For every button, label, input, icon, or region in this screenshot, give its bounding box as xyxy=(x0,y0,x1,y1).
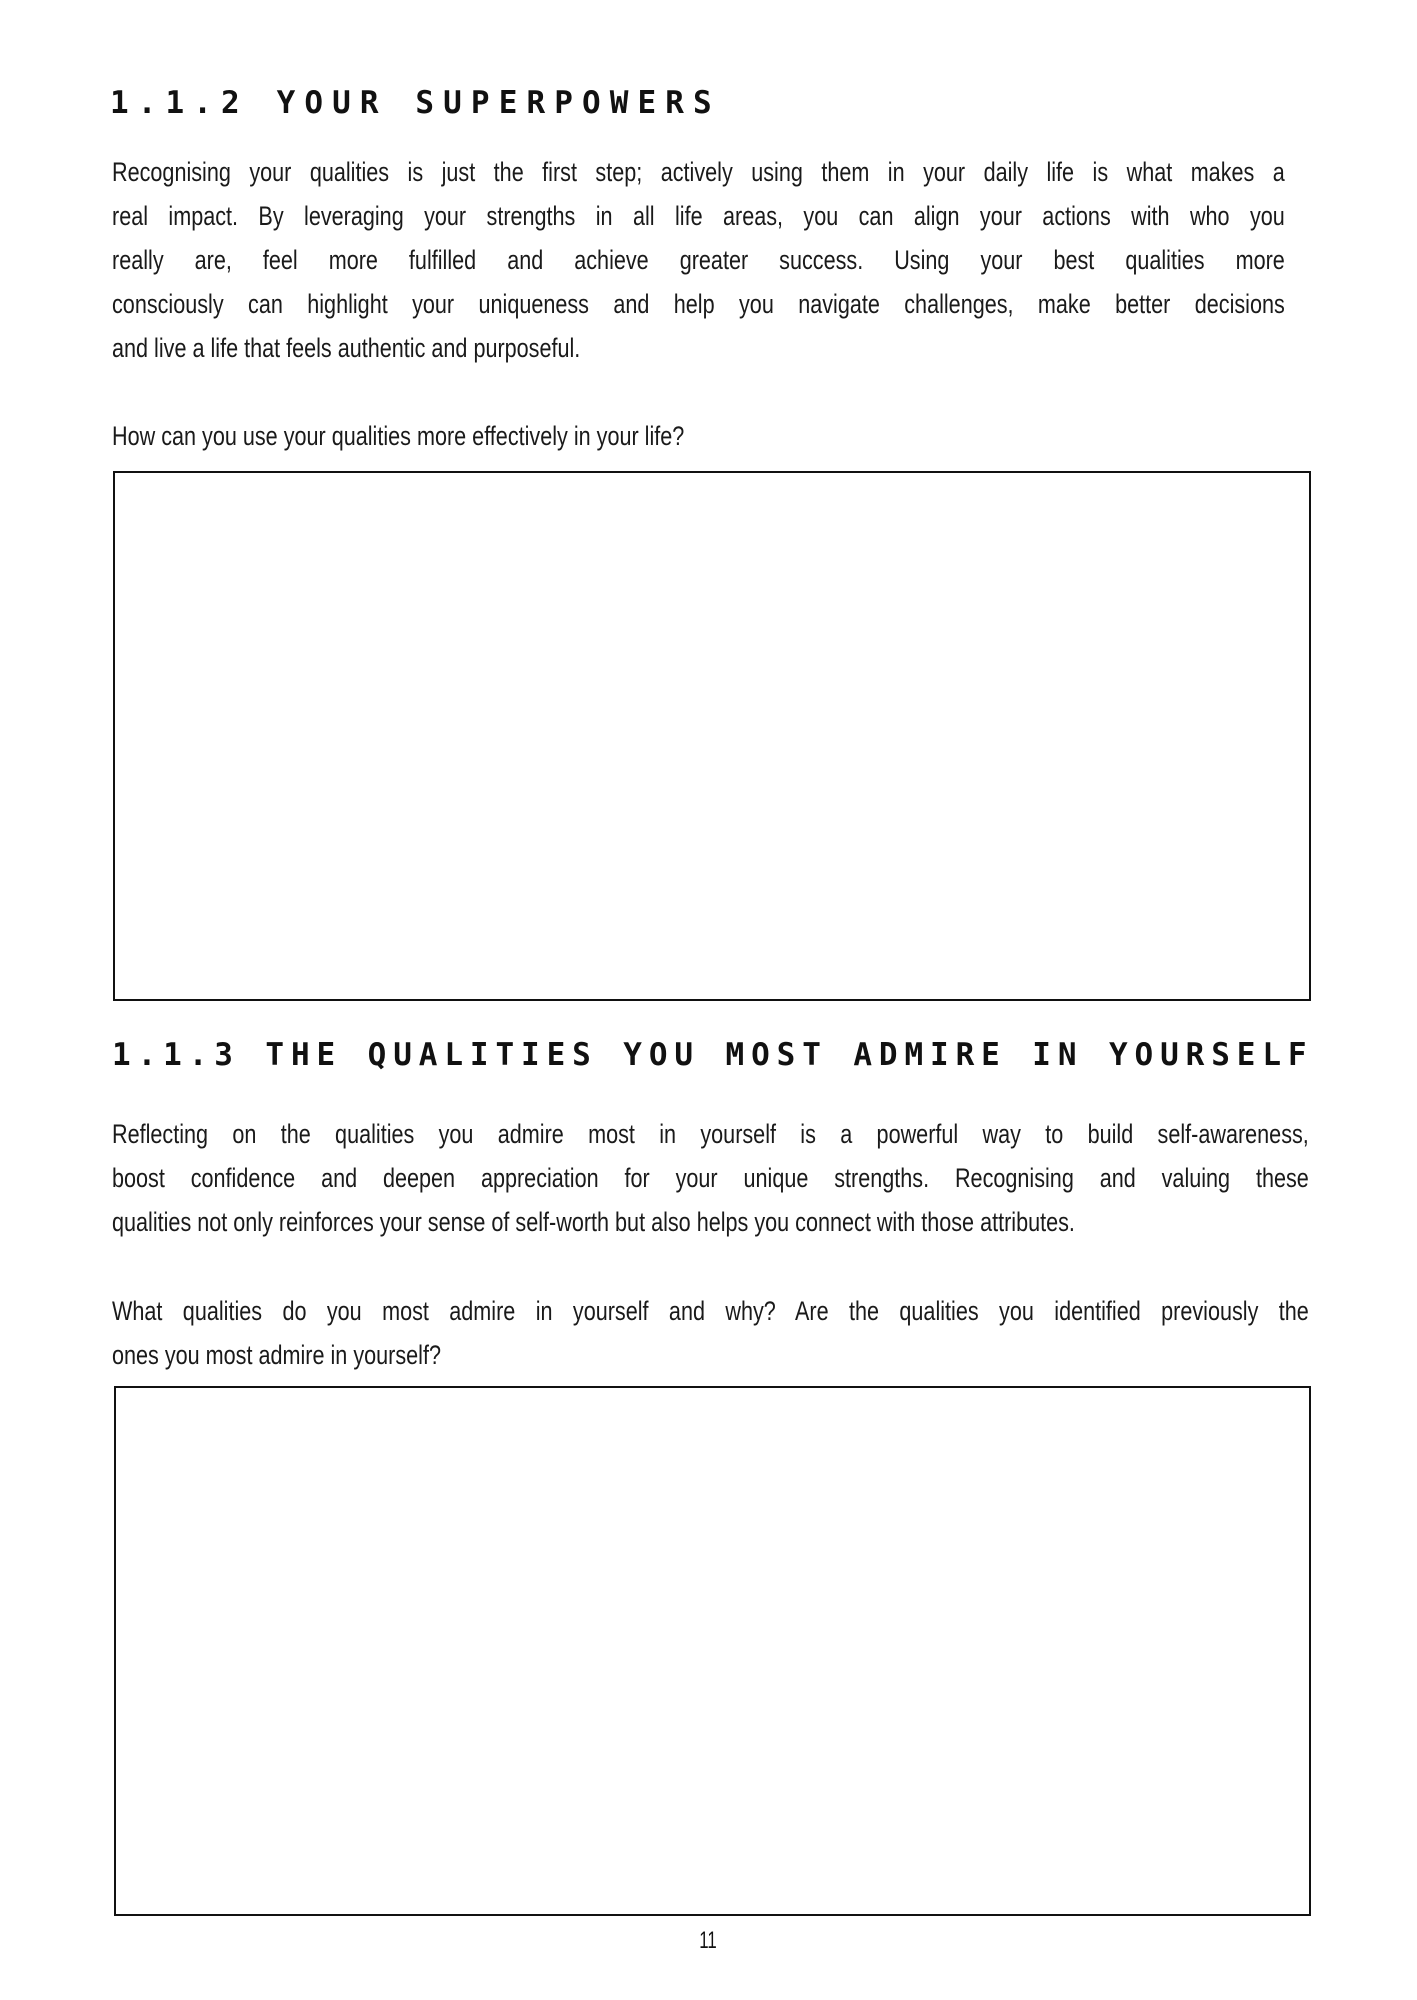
section-heading-your-superpowers: 1.1.2 YOUR SUPERPOWERS xyxy=(110,85,721,121)
question-line: How can you use your qualities more effectively in your life? xyxy=(112,421,685,451)
question-prompt-superpowers xyxy=(112,414,1309,458)
section-paragraph-superpowers xyxy=(112,150,1285,370)
paragraph-line: and live a life that feels authentic and purposeful. xyxy=(112,333,581,363)
question-line: ones you most admire in yourself? xyxy=(112,1340,441,1370)
answer-box-superpowers[interactable] xyxy=(113,471,1311,1001)
paragraph-line: really are, feel more fulfilled and achieve greater success. Using your best qualities more xyxy=(112,245,1285,275)
section-heading-qualities-you-admire: 1.1.3 THE QUALITIES YOU MOST ADMIRE IN YOURSELF xyxy=(112,1037,1314,1073)
page-number: 11 xyxy=(699,1927,717,1954)
paragraph-line: boost confidence and deepen appreciation for your unique strengths. Recognising and valuing these xyxy=(112,1163,1309,1193)
paragraph-line: Reflecting on the qualities you admire most in yourself is a powerful way to build self-awareness, xyxy=(112,1119,1309,1149)
question-line: What qualities do you most admire in yourself and why? Are the qualities you identified previously the xyxy=(112,1296,1309,1326)
answer-box-qualities-you-admire[interactable] xyxy=(114,1386,1311,1916)
paragraph-line: real impact. By leveraging your strengths in all life areas, you can align your actions with who you xyxy=(112,201,1285,231)
paragraph-line: qualities not only reinforces your sense of self-worth but also helps you connect with those attributes. xyxy=(112,1207,1075,1237)
question-prompt-qualities-you-admire xyxy=(112,1289,1309,1377)
paragraph-line: consciously can highlight your uniqueness and help you navigate challenges, make better decisions xyxy=(112,289,1285,319)
paragraph-line: Recognising your qualities is just the first step; actively using them in your daily life is what makes a xyxy=(112,157,1285,187)
section-paragraph-qualities-you-admire xyxy=(112,1112,1309,1244)
